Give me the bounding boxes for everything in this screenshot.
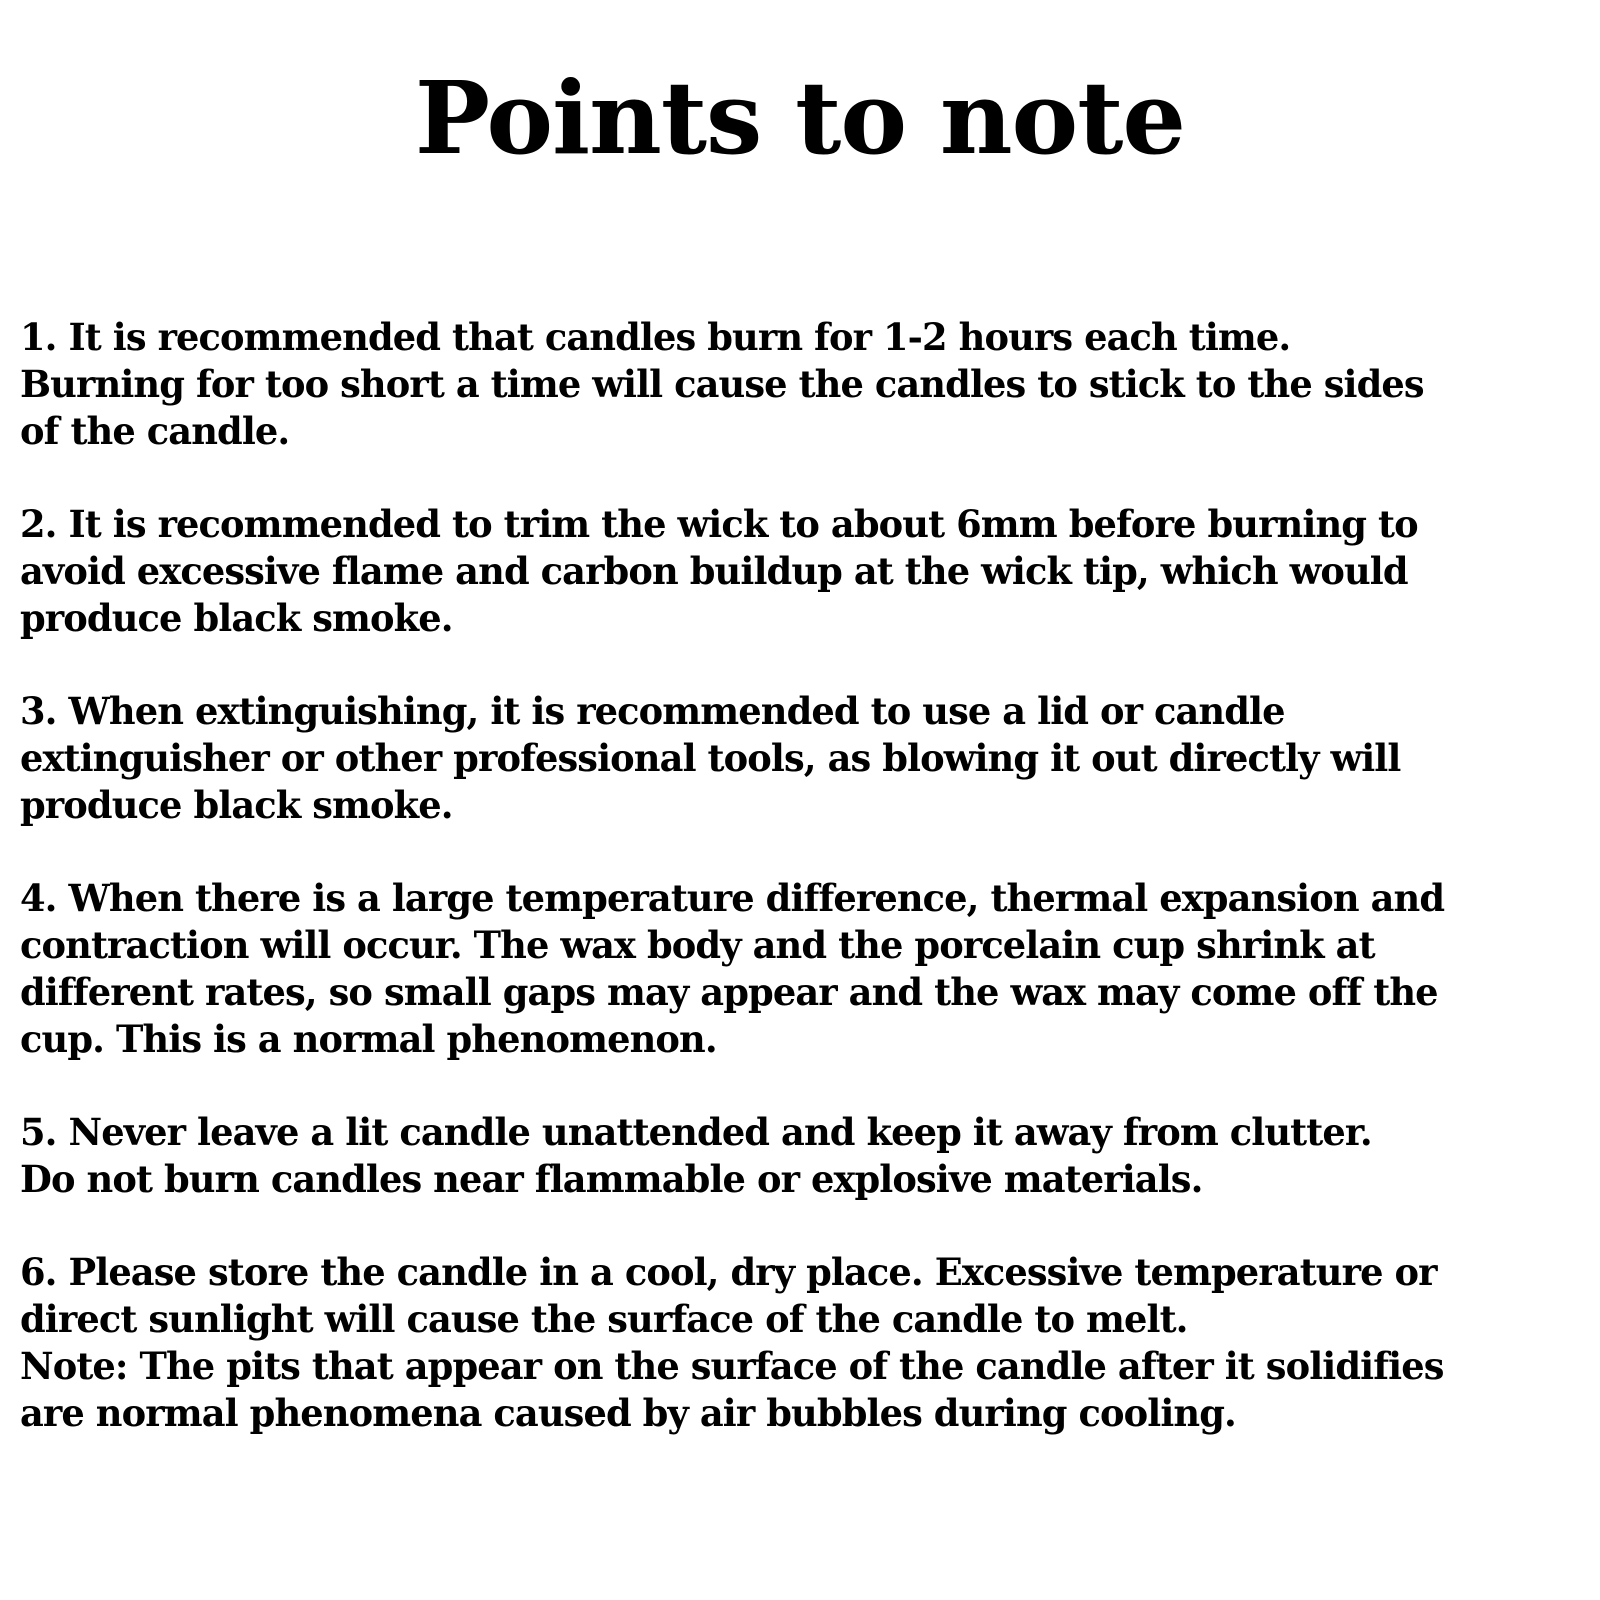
note-line: produce black smoke. bbox=[20, 783, 453, 827]
note-item-2 bbox=[20, 501, 1590, 642]
note-item-4 bbox=[20, 875, 1590, 1063]
note-item-6 bbox=[20, 1249, 1590, 1437]
note-line: direct sunlight will cause the surface of the candle to melt. bbox=[20, 1297, 1188, 1341]
note-item-1 bbox=[20, 314, 1590, 455]
note-line: 2. It is recommended to trim the wick to about 6mm before burning to bbox=[20, 502, 1418, 546]
notes-list bbox=[20, 314, 1590, 1483]
note-item-3 bbox=[20, 688, 1590, 829]
page-title: Points to note bbox=[414, 59, 1186, 177]
note-line: Burning for too short a time will cause the candles to stick to the sides bbox=[20, 362, 1424, 406]
note-line: contraction will occur. The wax body and the porcelain cup shrink at bbox=[20, 923, 1375, 967]
note-line: Note: The pits that appear on the surface of the candle after it solidifies bbox=[20, 1344, 1444, 1388]
note-line: avoid excessive flame and carbon buildup at the wick tip, which would bbox=[20, 549, 1408, 593]
note-line: produce black smoke. bbox=[20, 596, 453, 640]
note-line: 4. When there is a large temperature difference, thermal expansion and bbox=[20, 876, 1445, 920]
note-line: 1. It is recommended that candles burn for 1-2 hours each time. bbox=[20, 315, 1291, 359]
note-line: Do not burn candles near flammable or explosive materials. bbox=[20, 1157, 1203, 1201]
note-line: cup. This is a normal phenomenon. bbox=[20, 1017, 717, 1061]
note-line: 3. When extinguishing, it is recommended to use a lid or candle bbox=[20, 689, 1285, 733]
note-line: 6. Please store the candle in a cool, dry place. Excessive temperature or bbox=[20, 1250, 1437, 1294]
note-line: different rates, so small gaps may appear and the wax may come off the bbox=[20, 970, 1438, 1014]
note-line: extinguisher or other professional tools, as blowing it out directly will bbox=[20, 736, 1401, 780]
note-line: are normal phenomena caused by air bubbles during cooling. bbox=[20, 1391, 1236, 1435]
note-line: 5. Never leave a lit candle unattended and keep it away from clutter. bbox=[20, 1110, 1372, 1154]
note-item-5 bbox=[20, 1109, 1590, 1203]
note-line: of the candle. bbox=[20, 409, 290, 453]
